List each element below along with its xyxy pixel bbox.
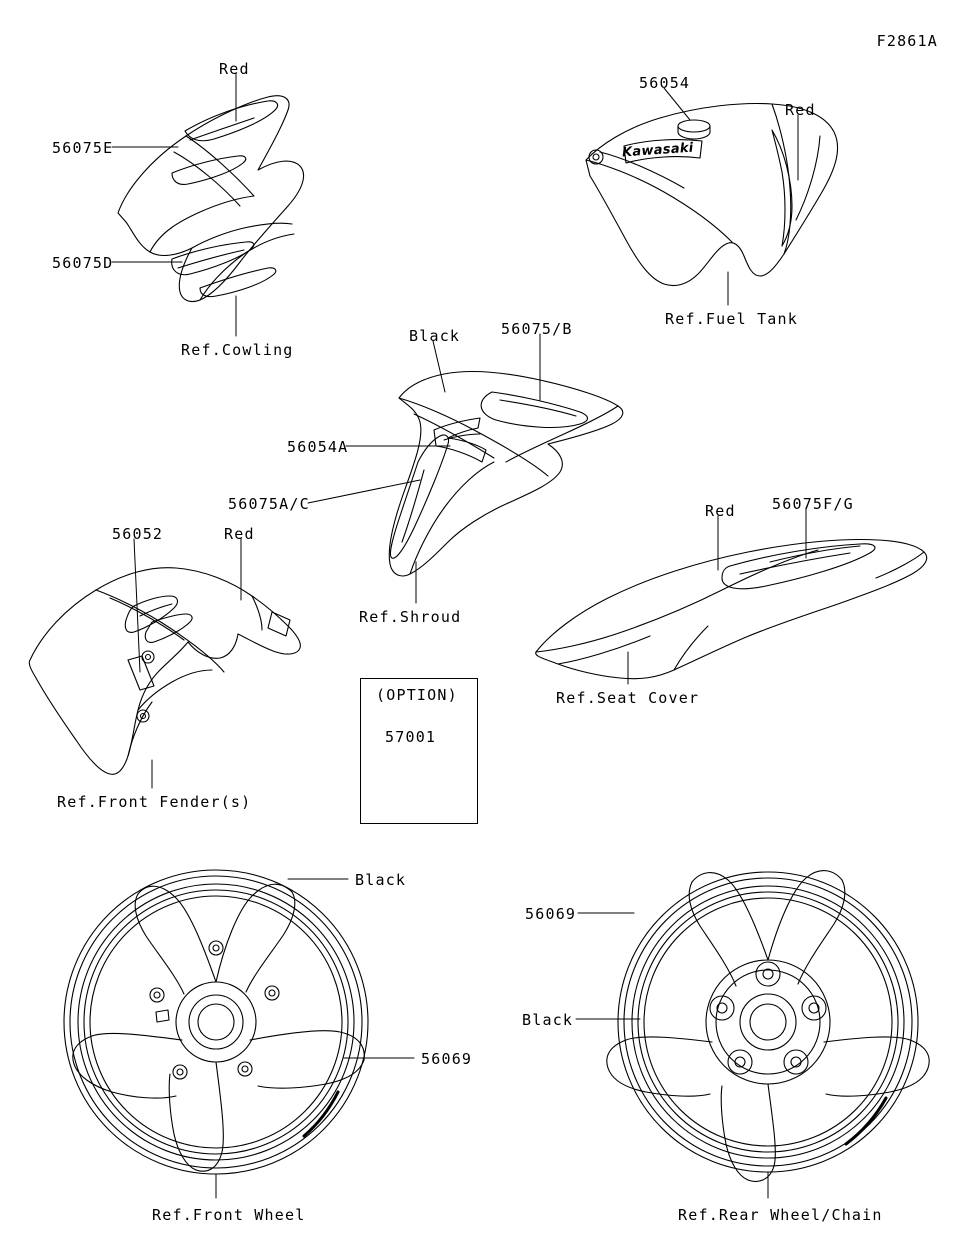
label-rear-wheel-black: Black xyxy=(522,1011,574,1029)
shroud-illustration xyxy=(389,372,623,576)
label-56075-b: 56075/B xyxy=(501,320,573,338)
label-56052: 56052 xyxy=(112,525,164,543)
label-56075D: 56075D xyxy=(52,254,114,272)
label-ref-shroud: Ref.Shroud xyxy=(359,608,462,626)
label-seat-red: Red xyxy=(705,502,736,520)
label-ref-rear-wheel: Ref.Rear Wheel/Chain xyxy=(678,1206,883,1224)
option-header: (OPTION) xyxy=(376,686,458,704)
label-ref-fuel-tank: Ref.Fuel Tank xyxy=(665,310,798,328)
label-cowling-red: Red xyxy=(219,60,250,78)
label-front-wheel-black: Black xyxy=(355,871,407,889)
label-56075a-c: 56075A/C xyxy=(228,495,310,513)
label-front-wheel-56069: 56069 xyxy=(421,1050,473,1068)
label-shroud-black: Black xyxy=(409,327,461,345)
front-fender-illustration xyxy=(29,568,300,775)
label-56054: 56054 xyxy=(639,74,691,92)
kawasaki-logo: Kawasaki xyxy=(621,140,695,161)
leader-lines xyxy=(112,74,806,1198)
label-56075E: 56075E xyxy=(52,139,114,157)
fuel-tank-illustration xyxy=(586,101,838,286)
label-tank-red: Red xyxy=(785,101,816,119)
front-wheel-illustration xyxy=(64,870,368,1174)
option-part-number: 57001 xyxy=(385,728,437,746)
seat-cover-illustration xyxy=(536,540,927,679)
cowling-illustration xyxy=(118,96,304,302)
label-56054a: 56054A xyxy=(287,438,349,456)
label-ref-cowling: Ref.Cowling xyxy=(181,341,294,359)
sheet-code: F2861A xyxy=(876,32,938,50)
label-ref-front-wheel: Ref.Front Wheel xyxy=(152,1206,306,1224)
label-ref-seat-cover: Ref.Seat Cover xyxy=(556,689,700,707)
label-ref-front-fender: Ref.Front Fender(s) xyxy=(57,793,252,811)
rear-wheel-illustration xyxy=(607,871,929,1182)
label-fender-red: Red xyxy=(224,525,255,543)
label-56075f-g: 56075F/G xyxy=(772,495,854,513)
label-rear-wheel-56069: 56069 xyxy=(525,905,577,923)
